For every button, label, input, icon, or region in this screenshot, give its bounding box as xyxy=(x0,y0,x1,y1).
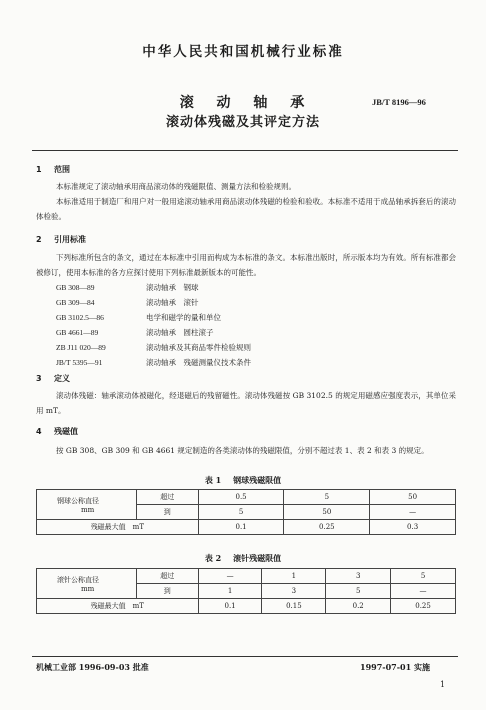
table-cell: 5 xyxy=(198,505,284,520)
reference-item: GB 309—84 滚动轴承 滚针 xyxy=(56,298,199,307)
implementation-date: 1997-07-01 实施 xyxy=(360,662,430,672)
header-rule xyxy=(32,150,458,151)
reference-item: ZB J11 020—89 滚动轴承及其商品零件检验规则 xyxy=(56,343,251,352)
table-cell: — xyxy=(370,505,456,520)
table-row xyxy=(37,599,456,614)
table-cell: 0.3 xyxy=(370,520,456,535)
table-cell: 3 xyxy=(326,569,391,584)
table-cell: 0.15 xyxy=(262,599,326,614)
section-heading-1: 1 范围 xyxy=(36,165,70,174)
section-heading-4: 4 残磁值 xyxy=(36,427,78,436)
table-cell: 0.25 xyxy=(391,599,456,614)
table-1-over-label: 超过 xyxy=(136,490,198,505)
table-cell: 1 xyxy=(198,584,262,599)
table-cell: 0.2 xyxy=(326,599,391,614)
table-cell: 0.25 xyxy=(284,520,370,535)
table-cell: 0.1 xyxy=(198,520,284,535)
section-2-para-1: 下列标准所包含的条文，通过在本标准中引用而构成为本标准的条文。本标准出版时，所示版本均为有效。所有标准都会被修订，使用本标准的各方应探讨使用下列标准最新版本的可能性。 xyxy=(36,253,456,277)
table-1 xyxy=(36,489,456,535)
table-cell: 5 xyxy=(391,569,456,584)
reference-item: GB 3102.5—86 电学和磁学的量和单位 xyxy=(56,313,221,322)
table-cell: 50 xyxy=(370,490,456,505)
section-1-para-1: 本标准规定了滚动轴承用商品滚动体的残磁限值、测量方法和检验规则。 xyxy=(56,182,296,191)
table-row xyxy=(37,490,456,505)
organization-title: 中华人民共和国机械行业标准 xyxy=(142,44,344,60)
table-cell: 5 xyxy=(326,584,391,599)
section-heading-3: 3 定义 xyxy=(36,374,70,383)
page-number: 1 xyxy=(440,680,446,689)
table-2-diameter-header: 滚针公称直径 mm xyxy=(37,569,137,599)
reference-item: GB 4661—89 滚动轴承 圆柱滚子 xyxy=(56,328,214,337)
section-heading-2: 2 引用标准 xyxy=(36,235,86,244)
table-1-caption: 表 1 钢球残磁限值 xyxy=(204,475,282,485)
reference-item: GB 308—89 滚动轴承 钢球 xyxy=(56,283,199,292)
standard-number: JB/T 8196—96 xyxy=(372,97,426,107)
table-1-upto-label: 到 xyxy=(136,505,198,520)
footer-rule xyxy=(32,656,458,657)
table-2-limit-label: 残磁最大值 mT xyxy=(37,599,199,614)
document-title: 滚 动 轴 承 xyxy=(179,95,307,111)
table-cell: 0.5 xyxy=(198,490,284,505)
table-2-over-label: 超过 xyxy=(136,569,198,584)
reference-item: JB/T 5395—91 滚动轴承 残磁测量仪技术条件 xyxy=(56,358,251,367)
section-4-para-1: 按 GB 308、GB 309 和 GB 4661 规定制造的各类滚动体的残磁限值，分别不超过表 1、表 2 和表 3 的规定。 xyxy=(56,446,429,455)
document-subtitle: 滚动体残磁及其评定方法 xyxy=(165,115,320,130)
table-row xyxy=(37,520,456,535)
table-1-diameter-header: 钢球公称直径 mm xyxy=(37,490,137,520)
table-2-upto-label: 到 xyxy=(136,584,198,599)
table-2-caption: 表 2 滚针残磁限值 xyxy=(204,553,282,563)
table-cell: — xyxy=(391,584,456,599)
table-2 xyxy=(36,568,456,614)
table-cell: 1 xyxy=(262,569,326,584)
table-cell: 0.1 xyxy=(198,599,262,614)
table-cell: 3 xyxy=(262,584,326,599)
approval-note: 机械工业部 1996-09-03 批准 xyxy=(36,662,149,672)
table-row xyxy=(37,569,456,584)
table-cell: — xyxy=(198,569,262,584)
table-1-limit-label: 残磁最大值 mT xyxy=(37,520,199,535)
section-1-para-2: 本标准适用于制造厂和用户对一般用途滚动轴承用商品滚动体残磁的检验和验收。本标准不适用于成品轴承拆套后的滚动体检验。 xyxy=(36,197,456,221)
table-cell: 5 xyxy=(284,490,370,505)
table-cell: 50 xyxy=(284,505,370,520)
section-3-para-1: 滚动体残磁：轴承滚动体被磁化，经退磁后的残留磁性。滚动体残磁按 GB 3102.5 的规定用磁感应强度表示，其单位采用 mT。 xyxy=(36,391,456,415)
